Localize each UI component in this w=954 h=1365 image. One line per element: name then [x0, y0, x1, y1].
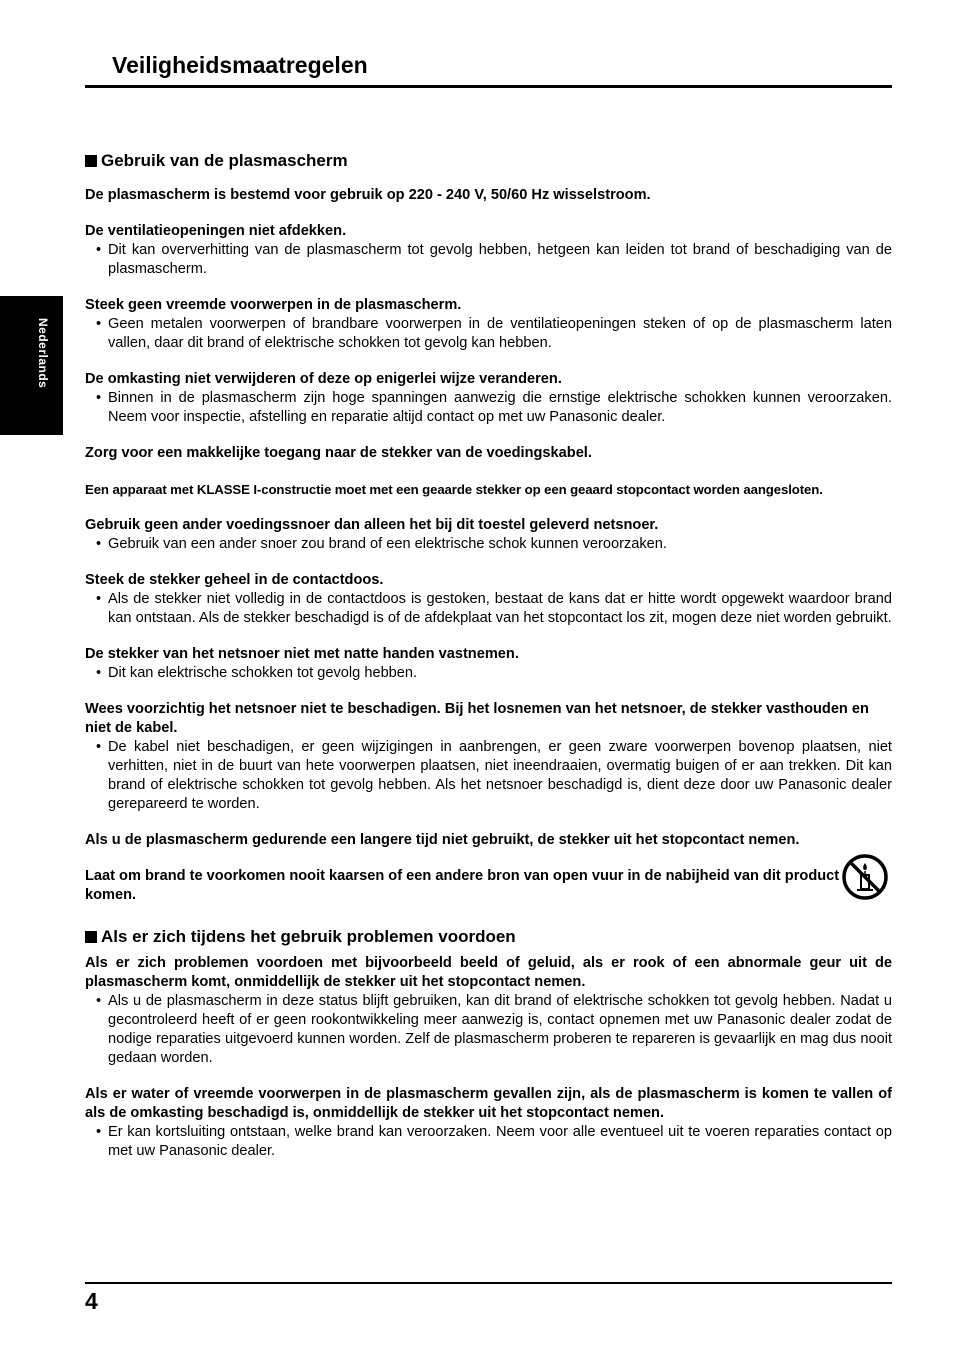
language-tab [0, 296, 63, 435]
safety-item: Steek de stekker geheel in de contactdoos. • Als de stekker niet volledig in de contactdoos is gestoken, bestaat de kans dat er hitte wordt opgewekt waardoor brand kan ontstaan. Als de stekker beschadigd is of de afdekplaat van het stopcontact los zit, mogen deze niet worden gebruikt. [85, 571, 892, 628]
safety-item: Als er water of vreemde voorwerpen in de plasmascherm gevallen zijn, als de plasmascherm is komen te vallen of als de omkasting beschadigd is, onmiddellijk de stekker uit het stopcontact nemen. • Er kan kortsluiting ontstaan, welke brand kan veroorzaken. Neem voor alle eventueel uit te voeren reparaties contact op met uw Panasonic dealer. [85, 1085, 892, 1161]
bullet-text: • Er kan kortsluiting ontstaan, welke brand kan veroorzaken. Neem voor alle eventueel uit te voeren reparaties contact op met uw Panasonic dealer. [85, 1123, 892, 1161]
bullet-text: • Dit kan elektrische schokken tot gevolg hebben. [85, 664, 892, 683]
safety-item: Wees voorzichtig het netsnoer niet te beschadigen. Bij het losnemen van het netsnoer, de stekker vasthouden en niet de kabel. • De kabel niet beschadigen, er geen wijzigingen in aanbrengen, er geen zware voorwerpen bovenop plaatsen, niet verhitten, niet in de buurt van hete voorwerpen plaatsen, niet ineendraaien, overmatig buigen of er aan trekken. Dit kan brand of elektrische schokken tot gevolg hebben. Als het netsnoer beschadigd is, dient deze door uw Panasonic dealer gerepareerd te worden. [85, 700, 892, 814]
bullet-text: • Gebruik van een ander snoer zou brand of een elektrische schok kunnen veroorzaken. [85, 535, 892, 554]
language-tab-label: Nederlands [36, 318, 50, 389]
safety-item: Een apparaat met KLASSE I-constructie moet met een geaarde stekker op een geaard stopcontact worden aangesloten. [85, 482, 823, 497]
safety-item: Steek geen vreemde voorwerpen in de plasmascherm. • Geen metalen voorwerpen of brandbare voorwerpen in de ventilatieopeningen steken of op de plasmascherm laten vallen, daar dit brand of elektrische schokken tot gevolg kan hebben. [85, 296, 892, 353]
bullet-text: • Dit kan oververhitting van de plasmascherm tot gevolg hebben, hetgeen kan leiden tot brand of beschadiging van de plasmascherm. [85, 241, 892, 279]
header-rule [85, 85, 892, 88]
safety-item: Laat om brand te voorkomen nooit kaarsen of een andere bron van open vuur in de nabijheid van dit product komen. [85, 867, 892, 905]
page-title: Veiligheidsmaatregelen [112, 52, 368, 78]
bullet-text: • Als de stekker niet volledig in de contactdoos is gestoken, bestaat de kans dat er hitte wordt opgewekt waardoor brand kan ontstaan. Als de stekker beschadigd is of de afdekplaat van het stopcontact los zit, mogen deze niet worden gebruikt. [85, 590, 892, 628]
bullet-text: • De kabel niet beschadigen, er geen wijzigingen in aanbrengen, er geen zware voorwerpen bovenop plaatsen, niet verhitten, niet in de buurt van hete voorwerpen plaatsen, niet ineendraaien, overmatig buigen of er aan trekken. Dit kan brand of elektrische schokken tot gevolg hebben. Als het netsnoer beschadigd is, dient deze door uw Panasonic dealer gerepareerd te worden. [85, 738, 892, 814]
safety-item: De stekker van het netsnoer niet met natte handen vastnemen. • Dit kan elektrische schokken tot gevolg hebben. [85, 645, 892, 683]
safety-item: Als u de plasmascherm gedurende een langere tijd niet gebruikt, de stekker uit het stopcontact nemen. [85, 832, 800, 848]
safety-item: Zorg voor een makkelijke toegang naar de stekker van de voedingskabel. [85, 445, 592, 461]
content [85, 150, 892, 1161]
no-open-flame-icon [841, 853, 889, 901]
bullet-text: • Binnen in de plasmascherm zijn hoge spanningen aanwezig die ernstige elektrische schokken kunnen veroorzaken. Neem voor inspectie, afstelling en reparatie altijd contact op met uw Panasonic dealer. [85, 389, 892, 427]
safety-item: De plasmascherm is bestemd voor gebruik op 220 - 240 V, 50/60 Hz wisselstroom. [85, 187, 651, 203]
page-number: 4 [85, 1288, 98, 1314]
section-heading-problems: Als er zich tijdens het gebruik problemen voordoen [85, 926, 892, 948]
black-square-icon [85, 931, 97, 943]
bullet-text: • Als u de plasmascherm in deze status blijft gebruiken, kan dit brand of elektrische schokken tot gevolg hebben. Nadat u gecontroleerd heeft of er geen rookontwikkeling meer aanwezig is, contact opnemen met uw Panasonic dealer zodat de nodige reparaties uitgevoerd kunnen worden. Zelf de plasmascherm proberen te repareren is gevaarlijk en mag dus nooit gedaan worden. [85, 992, 892, 1068]
section-heading-usage: Gebruik van de plasmascherm [85, 150, 892, 172]
black-square-icon [85, 155, 97, 167]
footer-rule [85, 1282, 892, 1284]
safety-item: Gebruik geen ander voedingssnoer dan alleen het bij dit toestel geleverd netsnoer. • Gebruik van een ander snoer zou brand of een elektrische schok kunnen veroorzaken. [85, 516, 892, 554]
safety-item: De omkasting niet verwijderen of deze op enigerlei wijze veranderen. • Binnen in de plasmascherm zijn hoge spanningen aanwezig die ernstige elektrische schokken kunnen veroorzaken. Neem voor inspectie, afstelling en reparatie altijd contact op met uw Panasonic dealer. [85, 370, 892, 427]
bullet-text: • Geen metalen voorwerpen of brandbare voorwerpen in de ventilatieopeningen steken of op de plasmascherm laten vallen, daar dit brand of elektrische schokken tot gevolg kan hebben. [85, 315, 892, 353]
safety-item: De ventilatieopeningen niet afdekken. • Dit kan oververhitting van de plasmascherm tot gevolg hebben, hetgeen kan leiden tot brand of beschadiging van de plasmascherm. [85, 222, 892, 279]
safety-item: Als er zich problemen voordoen met bijvoorbeeld beeld of geluid, als er rook of een abnormale geur uit de plasmascherm komt, onmiddellijk de stekker uit het stopcontact nemen. • Als u de plasmascherm in deze status blijft gebruiken, kan dit brand of elektrische schokken tot gevolg hebben. Nadat u gecontroleerd heeft of er geen rookontwikkeling meer aanwezig is, contact opnemen met uw Panasonic dealer zodat de nodige reparaties uitgevoerd kunnen worden. Zelf de plasmascherm proberen te repareren is gevaarlijk en mag dus nooit gedaan worden. [85, 954, 892, 1068]
